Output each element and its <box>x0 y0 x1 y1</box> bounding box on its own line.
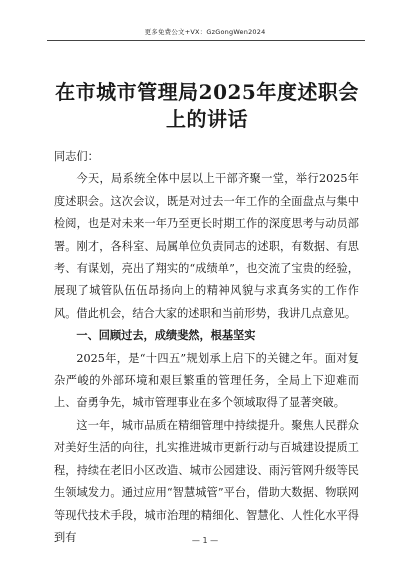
section-heading-1: 一、回顾过去，成绩斐然，根基坚实 <box>76 329 256 343</box>
section-1-paragraph-1: 2025年，是“十四五”规划承上启下的关键之年。面对复杂严峻的外部环境和艰巨繁重的管理任务，全局上下迎难而上、奋勇争先，城市管理事业在多个领域取得了显著突破。 <box>54 351 359 410</box>
section-1-paragraph-2: 这一年，城市品质在精细管理中持续提升。聚焦人民群众对美好生活的向往，扎实推进城市更新行动与百城建设提质工程，持续在老旧小区改造、城市公园建设、雨污管网升级等民生领域发力。通过应用“智慧城管”平台，借助大数据、物联网等现代技术手段，城市治理的精细化、智慧化、人性化水平得到有 <box>54 418 359 544</box>
page-number: — 1 — <box>191 536 219 545</box>
header-note: 更多免费公文+VX：GzGongWen2024 <box>144 28 266 36</box>
greeting: 同志们： <box>54 150 99 163</box>
document-title: 在市城市管理局2025年度述职会上的讲话 <box>55 80 359 131</box>
intro-paragraph: 今天，局系统全体中层以上干部齐聚一堂，举行2025年度述职会。这次会议，既是对过去一年工作的全面盘点与集中检阅，也是对未来一年乃至更长时期工作的深度思考与动员部署。刚才，各科室、局属单位负责同志的述职，有数据、有思考、有谋划，亮出了翔实的“成绩单”，也交流了宝贵的经验，展现了城管队伍伍昂扬向上的精神风貌与求真务实的工作作风。借此机会，结合大家的述职和当前形势，我讲几点意见。 <box>54 172 359 320</box>
header-divider <box>47 40 365 41</box>
document-body <box>54 146 359 549</box>
